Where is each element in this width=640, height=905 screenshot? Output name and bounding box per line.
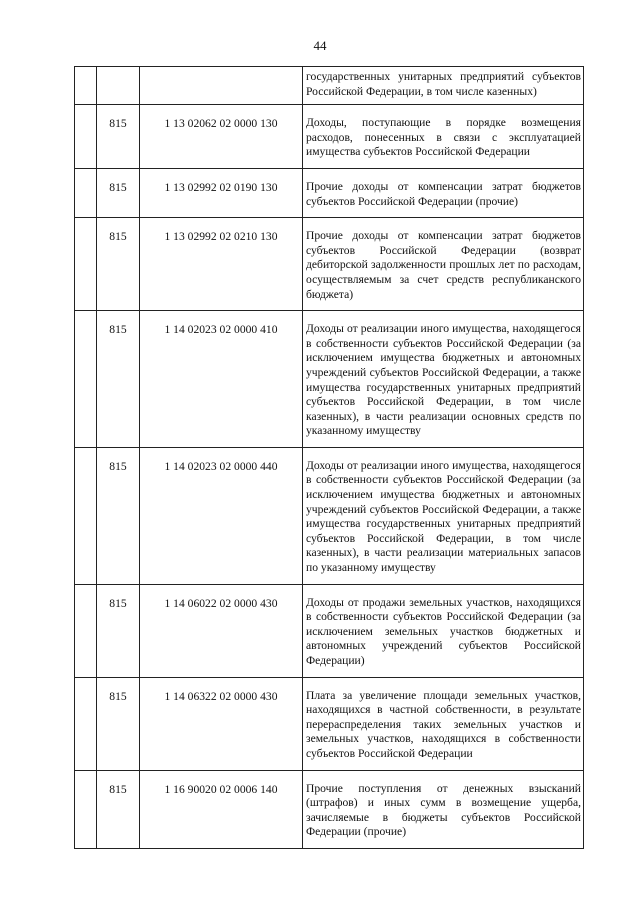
budget-code-cell: 1 13 02062 02 0000 130 [140, 105, 303, 169]
admin-code-cell: 815 [97, 311, 140, 448]
row-number-cell [75, 770, 97, 848]
income-name-cell: Доходы от реализации иного имущества, находящегося в собственности субъектов Российской Федерации (за исключением имущества бюджетных и автономных учреждений субъектов Российской Федерации, а также имущества государственных унитарных предприятий субъектов Российской Федерации, в том числе казенных), в части реализации материальных запасов по указанному имуществу [303, 447, 584, 584]
budget-code-cell: 1 14 02023 02 0000 410 [140, 311, 303, 448]
table-row [75, 105, 584, 169]
row-number-cell [75, 447, 97, 584]
income-name-cell: Прочие доходы от компенсации затрат бюджетов субъектов Российской Федерации (возврат дебиторской задолженности прошлых лет по расходам, осуществляемым за счет средств республиканского бюджета) [303, 218, 584, 311]
admin-code-cell: 815 [97, 584, 140, 677]
income-name-cell: государственных унитарных предприятий субъектов Российской Федерации, в том числе казенных) [303, 67, 584, 105]
table-row [75, 67, 584, 105]
row-number-cell [75, 677, 97, 770]
row-number-cell [75, 218, 97, 311]
budget-code-cell [140, 67, 303, 105]
admin-code-cell: 815 [97, 447, 140, 584]
admin-code-cell: 815 [97, 105, 140, 169]
income-name-cell: Прочие доходы от компенсации затрат бюджетов субъектов Российской Федерации (прочие) [303, 168, 584, 217]
table-row [75, 447, 584, 584]
income-name-cell: Плата за увеличение площади земельных участков, находящихся в частной собственности, в результате перераспределения таких земельных участков и земельных участков, находящихся в собственности субъектов Российской Федерации [303, 677, 584, 770]
admin-code-cell: 815 [97, 677, 140, 770]
row-number-cell [75, 584, 97, 677]
admin-code-cell [97, 67, 140, 105]
table-row [75, 677, 584, 770]
table-row [75, 218, 584, 311]
income-name-cell: Доходы от реализации иного имущества, находящегося в собственности субъектов Российской Федерации (за исключением имущества бюджетных и автономных учреждений субъектов Российской Федерации, а также имущества государственных унитарных предприятий субъектов Российской Федерации, в том числе казенных), в части реализации основных средств по указанному имуществу [303, 311, 584, 448]
budget-code-cell: 1 14 06022 02 0000 430 [140, 584, 303, 677]
budget-code-cell: 1 16 90020 02 0006 140 [140, 770, 303, 848]
table-row [75, 311, 584, 448]
admin-code-cell: 815 [97, 770, 140, 848]
table-row [75, 584, 584, 677]
budget-classification-table [74, 66, 584, 849]
admin-code-cell: 815 [97, 218, 140, 311]
income-name-cell: Доходы от продажи земельных участков, находящихся в собственности субъектов Российской Федерации (за исключением земельных участков бюджетных и автономных учреждений субъектов Российской Федерации) [303, 584, 584, 677]
row-number-cell [75, 67, 97, 105]
row-number-cell [75, 105, 97, 169]
table-row [75, 168, 584, 217]
budget-code-cell: 1 14 02023 02 0000 440 [140, 447, 303, 584]
budget-code-cell: 1 14 06322 02 0000 430 [140, 677, 303, 770]
budget-code-cell: 1 13 02992 02 0210 130 [140, 218, 303, 311]
budget-code-cell: 1 13 02992 02 0190 130 [140, 168, 303, 217]
table-row [75, 770, 584, 848]
income-name-cell: Прочие поступления от денежных взысканий (штрафов) и иных сумм в возмещение ущерба, зачисляемые в бюджеты субъектов Российской Федерации (прочие) [303, 770, 584, 848]
page-number: 44 [313, 38, 327, 53]
income-name-cell: Доходы, поступающие в порядке возмещения расходов, понесенных в связи с эксплуатацией имущества субъектов Российской Федерации [303, 105, 584, 169]
row-number-cell [75, 311, 97, 448]
admin-code-cell: 815 [97, 168, 140, 217]
row-number-cell [75, 168, 97, 217]
